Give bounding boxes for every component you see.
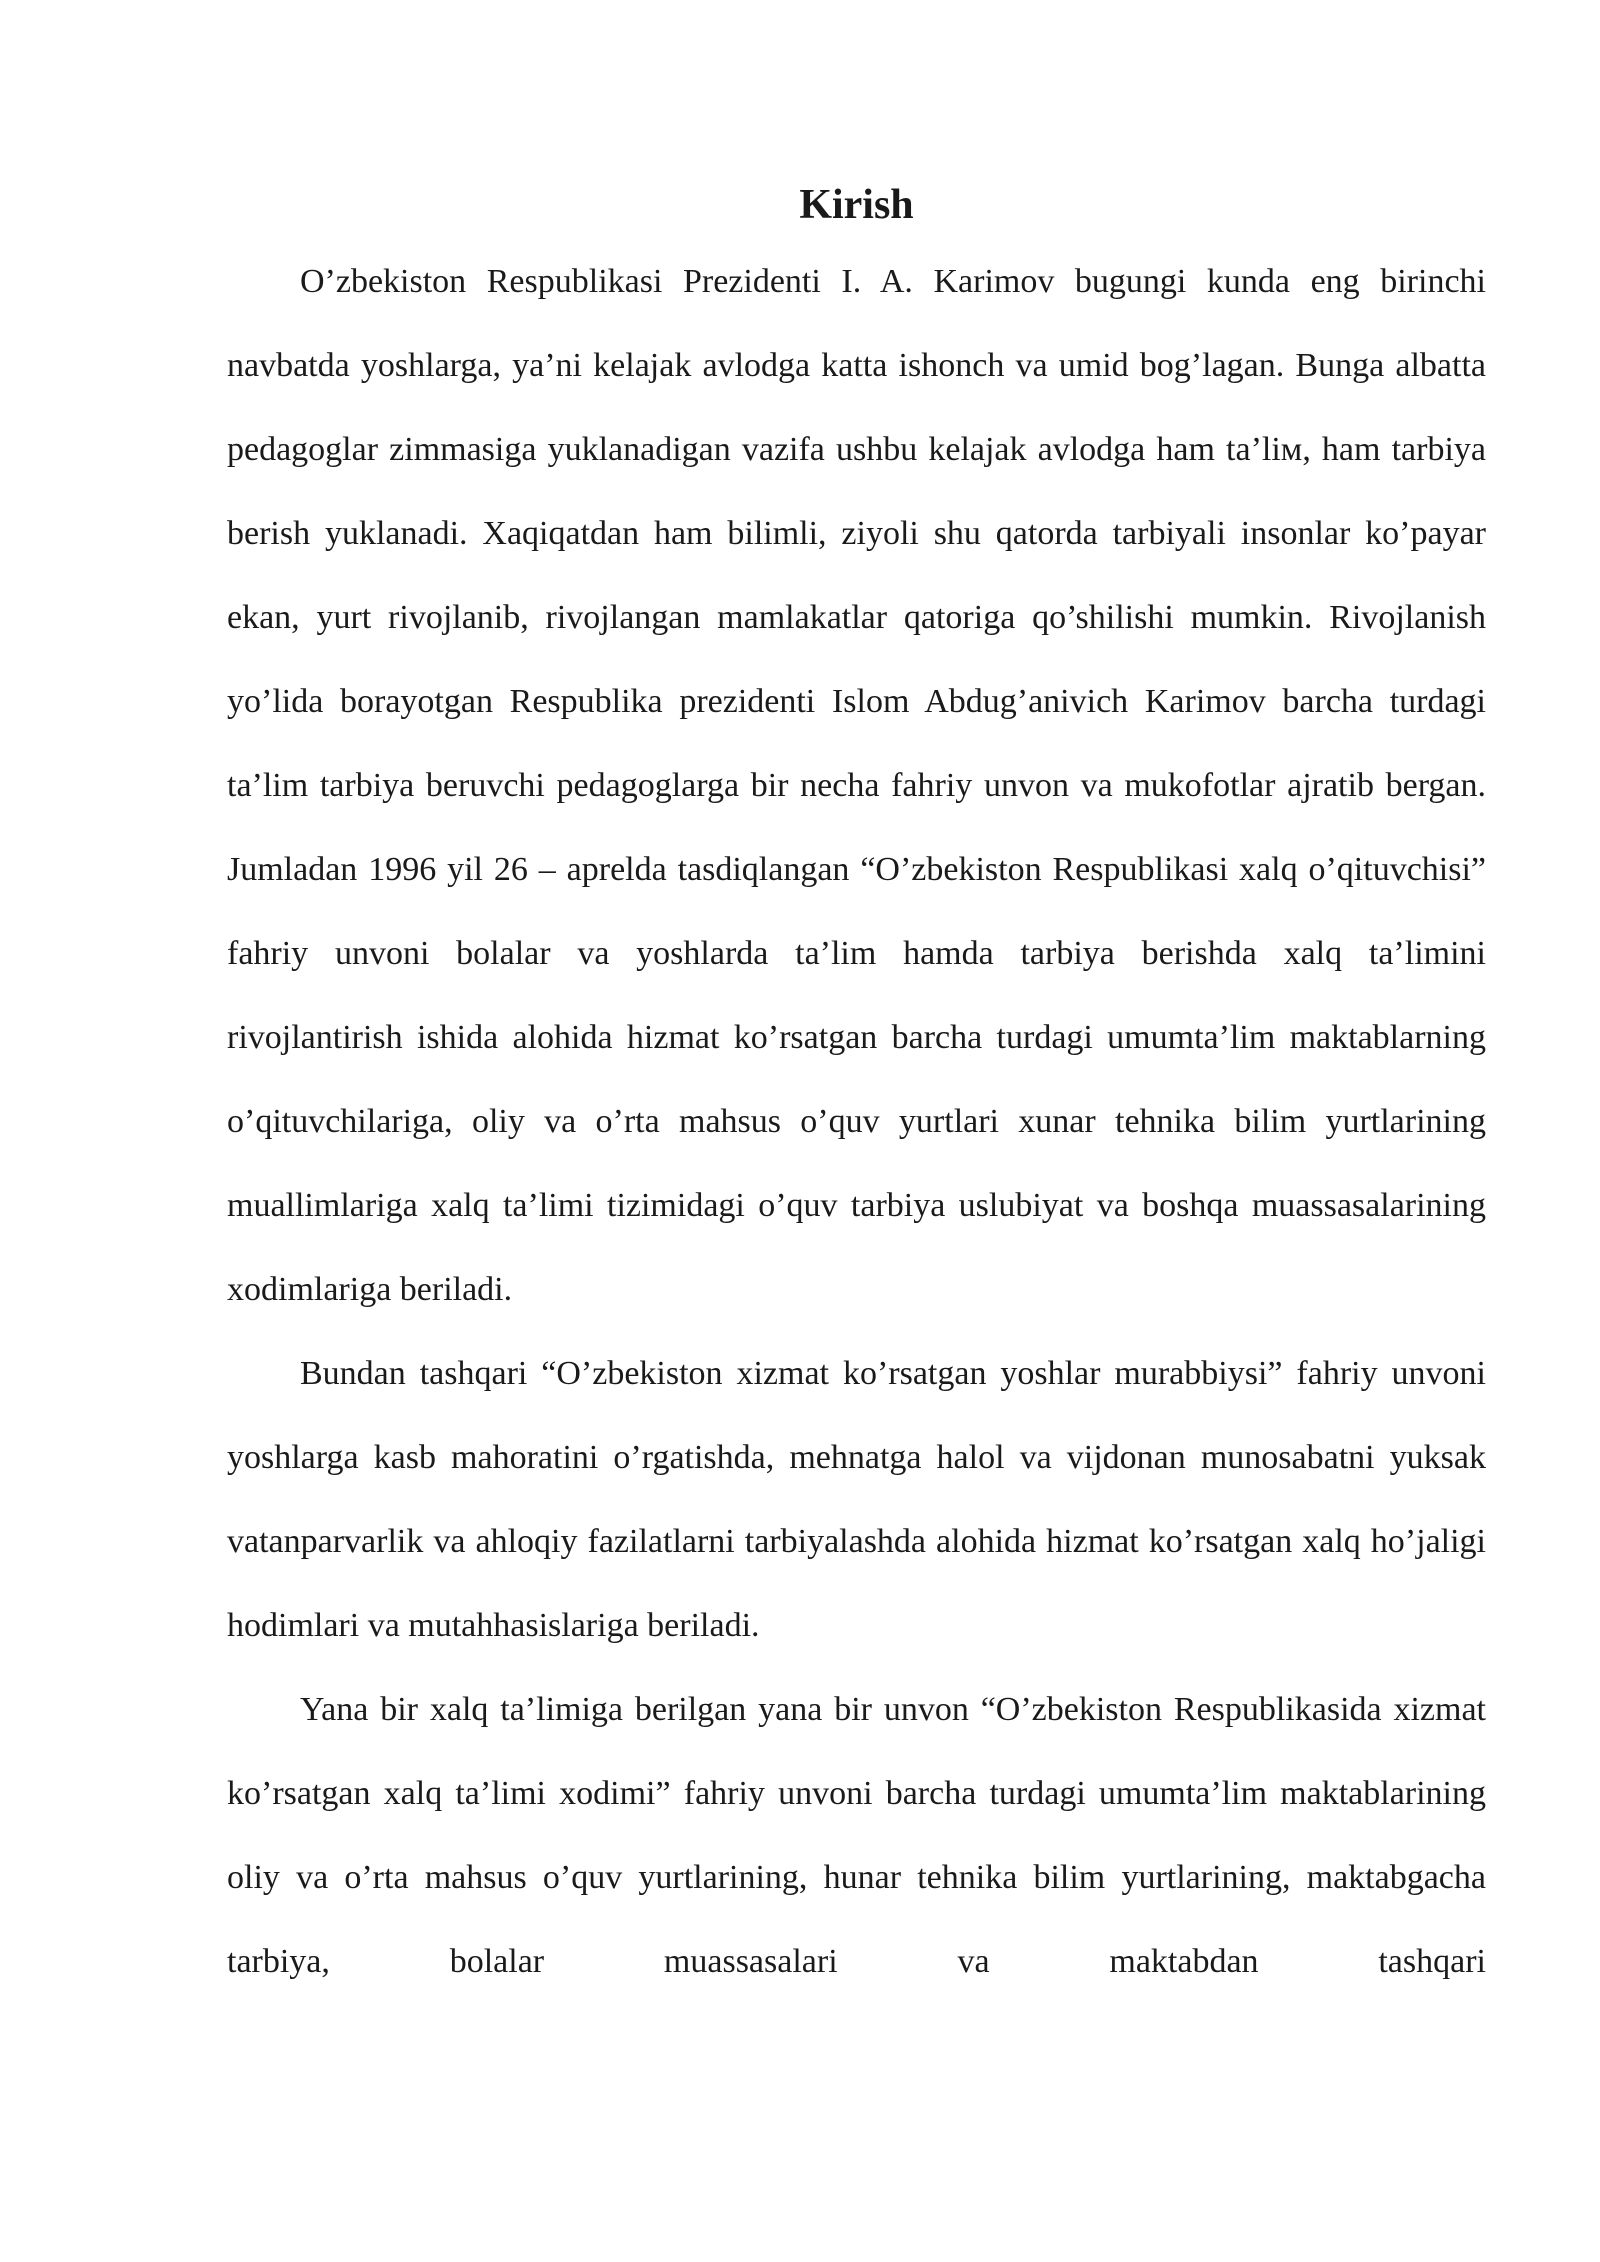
document-page	[227, 170, 1486, 2004]
paragraph-education-worker-title: Yana bir xalq ta’limiga berilgan yana bir unvon “O’zbekiston Respublikasida xizmat ko’rsatgan xalq ta’limi xodimi” fahriy unvoni barcha turdagi umumta’lim maktablarining oliy va o’rta mahsus o’quv yurtlarining, hunar tehnika bilim yurtlarining, maktabgacha tarbiya, bolalar muassasalari va maktabdan tashqari	[227, 1691, 1486, 1980]
page-title: Kirish	[799, 182, 914, 228]
paragraph-intro: O’zbekiston Respublikasi Prezidenti I. A. Karimov bugungi kunda eng birinchi navbatda yoshlarga, ya’ni kelajak avlodga katta ishonch va umid bog’lagan. Bunga albatta pedagoglar zimmasiga yuklanadigan vazifa ushbu kelajak avlodga ham ta’liм, ham tarbiya berish yuklanadi. Xaqiqatdan ham bilimli, ziyoli shu qatorda tarbiyali insonlar ko’payar ekan, yurt rivojlanib, rivojlangan mamlakatlar qatoriga qo’shilishi mumkin. Rivojlanish yo’lida borayotgan Respublika prezidenti Islom Abdug’anivich Karimov barcha turdagi ta’lim tarbiya beruvchi pedagoglarga bir necha fahriy unvon va mukofotlar ajratib bergan. Jumladan 1996 yil 26 – aprelda tasdiqlangan “O’zbekiston Respublikasi xalq o’qituvchisi” fahriy unvoni bolalar va yoshlarda ta’lim hamda tarbiya berishda xalq ta’limini rivojlantirish ishida alohida hizmat ko’rsatgan barcha turdagi umumta’lim maktablarning o’qituvchilariga, oliy va o’rta mahsus o’quv yurtlari xunar tehnika bilim yurtlarining muallimlariga xalq ta’limi tizimidagi o’quv tarbiya uslubiyat va boshqa muassasalarining xodimlariga beriladi.	[227, 263, 1486, 1308]
paragraph-mentor-title: Bundan tashqari “O’zbekiston xizmat ko’rsatgan yoshlar murabbiysi” fahriy unvoni yoshlarga kasb mahoratini o’rgatishda, mehnatga halol va vijdonan munosabatni yuksak vatanparvarlik va ahloqiy fazilatlarni tarbiyalashda alohida hizmat ko’rsatgan xalq ho’jaligi hodimlari va mutahhasislariga beriladi.	[227, 1355, 1486, 1644]
